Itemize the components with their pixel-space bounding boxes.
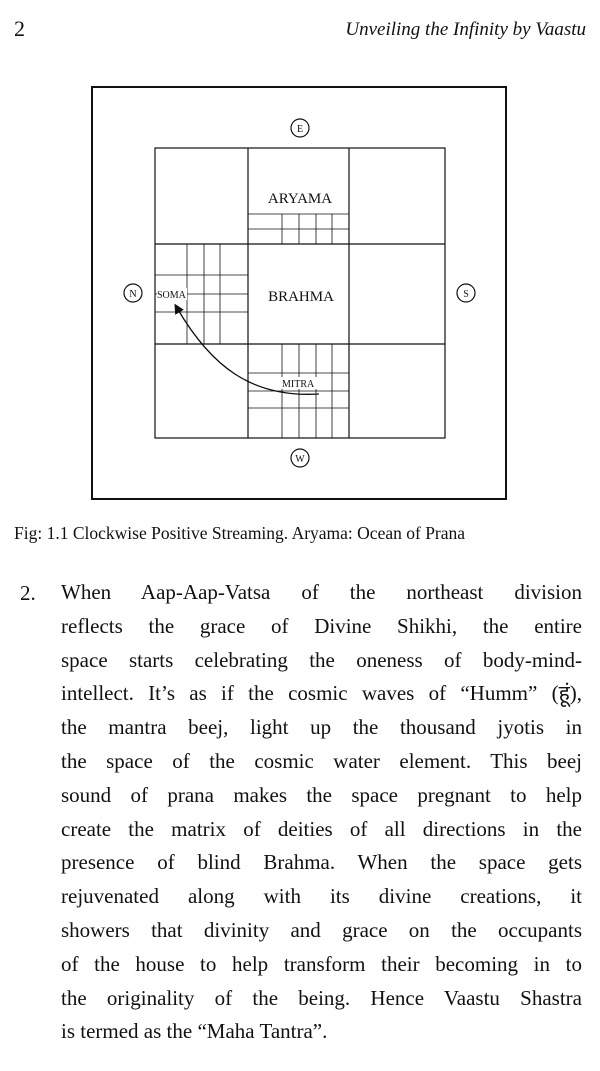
paragraph-line: the space of the cosmic water element. This beej bbox=[61, 748, 582, 773]
direction-north bbox=[124, 284, 142, 302]
svg-text:W: W bbox=[295, 454, 305, 465]
paragraph-line: space starts celebrating the oneness of body-mind- bbox=[61, 647, 582, 672]
fine-grid-bottom bbox=[248, 344, 349, 438]
paragraph-line: rejuvenated along with its divine creations, it bbox=[61, 884, 582, 909]
paragraph-line: When Aap-Aap-Vatsa of the northeast division bbox=[61, 580, 582, 604]
paragraph-line: presence of blind Brahma. When the space gets bbox=[61, 850, 582, 875]
page-number: 2 bbox=[14, 16, 25, 41]
label-mitra: MITRA bbox=[282, 379, 315, 390]
paragraph-line: create the matrix of deities of all directions in the bbox=[61, 816, 582, 841]
paragraph-line: is termed as the “Maha Tantra”. bbox=[61, 1019, 328, 1044]
paragraph-line: showers that divinity and grace on the occupants bbox=[61, 917, 582, 942]
paragraph-line: intellect. It’s as if the cosmic waves of “Humm” (हूं), bbox=[61, 681, 582, 706]
paragraph-line: of the house to help transform their becoming in to bbox=[61, 951, 582, 976]
direction-west bbox=[291, 449, 309, 467]
figure-caption: Fig: 1.1 Clockwise Positive Streaming. Aryama: Ocean of Prana bbox=[14, 523, 466, 543]
svg-text:N: N bbox=[129, 289, 137, 300]
direction-south bbox=[457, 284, 475, 302]
running-title: Unveiling the Infinity by Vaastu bbox=[345, 19, 586, 40]
paragraph-line: the originality of the being. Hence Vaastu Shastra bbox=[61, 985, 582, 1010]
direction-east bbox=[291, 119, 309, 137]
paragraph-number: 2. bbox=[20, 581, 36, 605]
fine-grid-top bbox=[248, 214, 349, 244]
svg-text:S: S bbox=[463, 289, 469, 300]
paragraph-line: the mantra beej, light up the thousand jyotis in bbox=[61, 715, 582, 740]
label-soma: SOMA bbox=[157, 290, 186, 301]
label-aryama: ARYAMA bbox=[267, 191, 333, 207]
svg-text:E: E bbox=[296, 124, 304, 135]
label-brahma: BRAHMA bbox=[268, 289, 334, 305]
paragraph-text bbox=[61, 576, 582, 1049]
paragraph-line: reflects the grace of Divine Shikhi, the entire bbox=[61, 613, 582, 638]
paragraph-line: sound of prana makes the space pregnant to help bbox=[61, 782, 582, 807]
vaastu-grid-figure bbox=[91, 86, 507, 500]
